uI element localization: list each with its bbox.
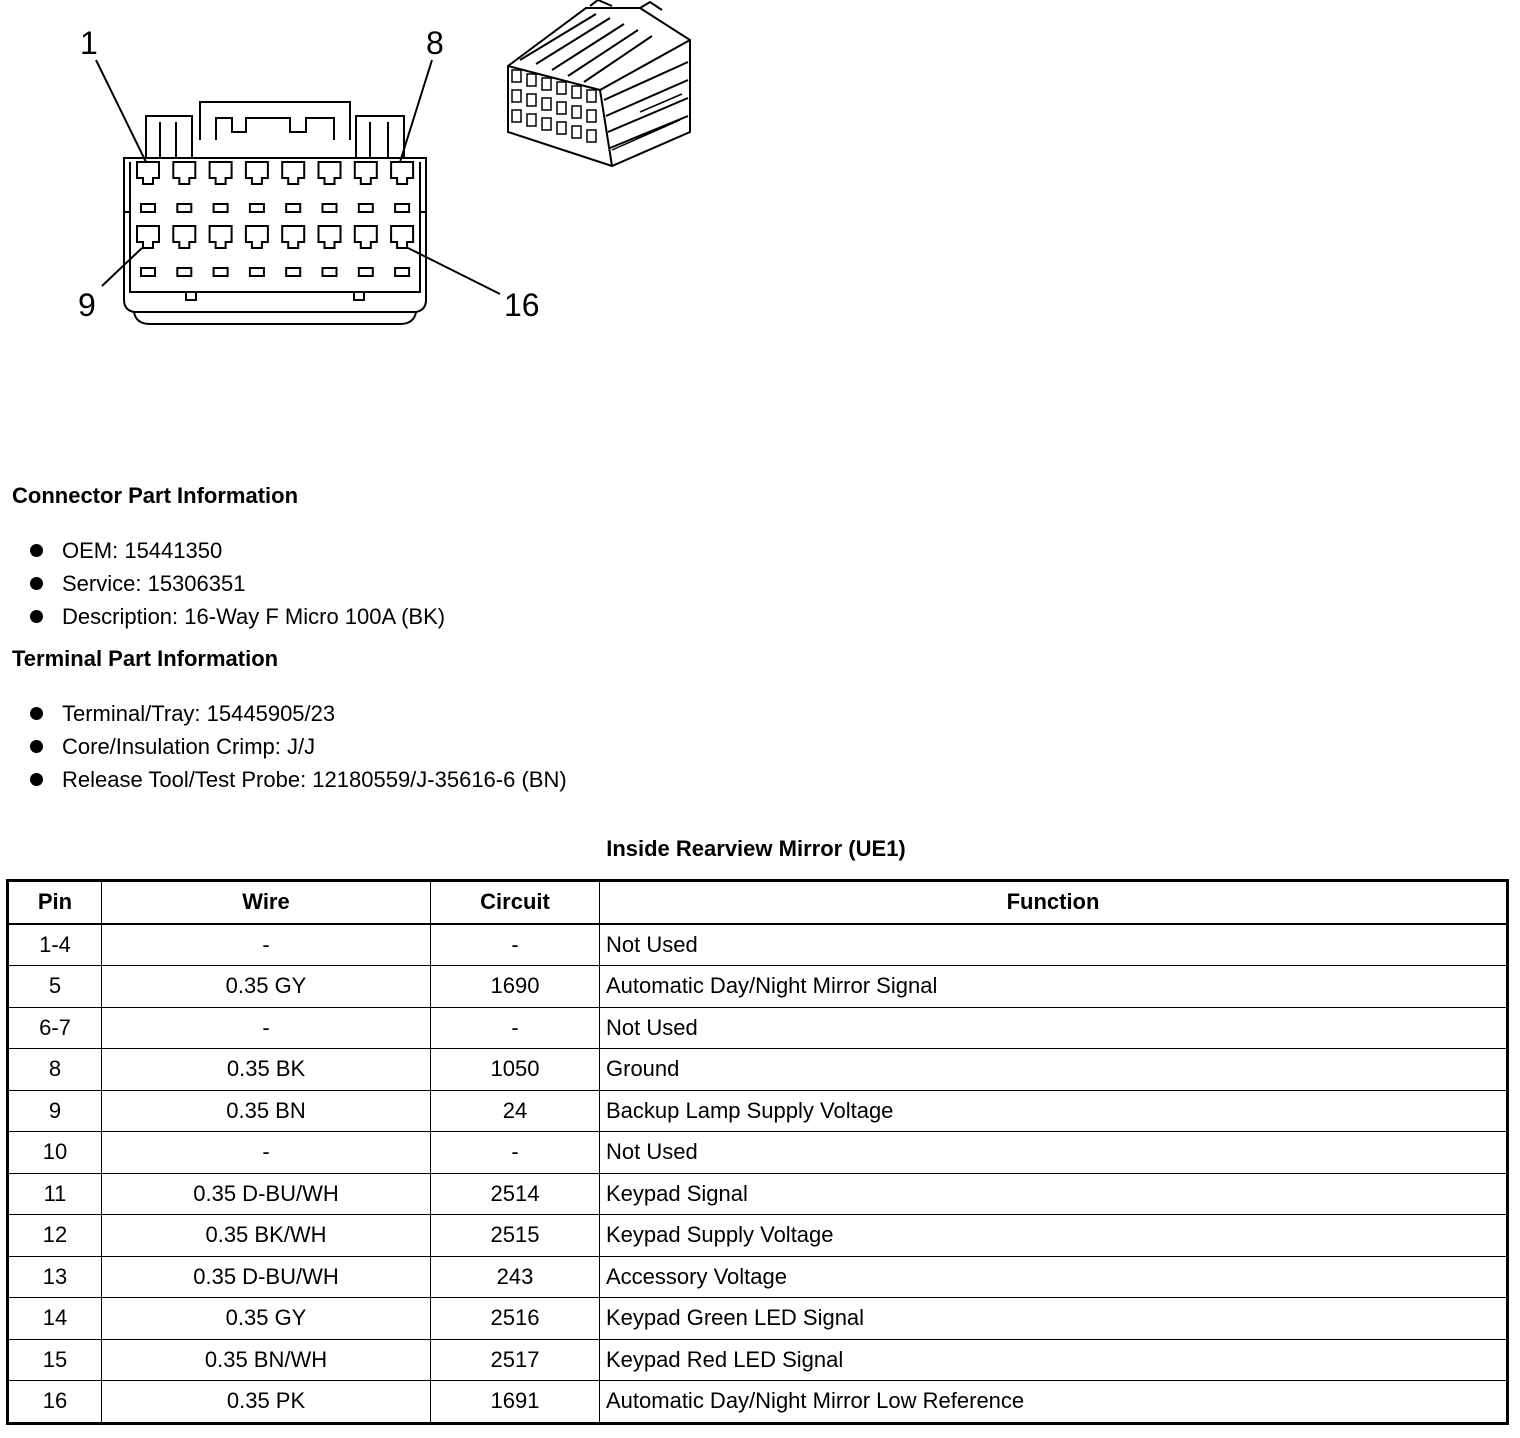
function-cell: Not Used — [600, 1132, 1508, 1174]
cavity-slot — [286, 268, 300, 276]
circuit-cell: 1691 — [431, 1381, 600, 1424]
list-item: OEM: 15441350 — [28, 534, 445, 567]
iso-cavity — [527, 94, 536, 106]
table-title: Inside Rearview Mirror (UE1) — [606, 836, 906, 861]
pin-cell: 5 — [8, 966, 102, 1008]
table-row — [8, 1132, 1508, 1174]
circuit-cell: 2517 — [431, 1339, 600, 1381]
table-row — [8, 924, 1508, 966]
circuit-cell: 24 — [431, 1090, 600, 1132]
wire-cell: 0.35 D-BU/WH — [102, 1173, 431, 1215]
wire-cell: - — [102, 924, 431, 966]
list-item: Description: 16-Way F Micro 100A (BK) — [28, 600, 445, 633]
iso-cavity — [572, 106, 581, 118]
column-header-circuit: Circuit — [431, 881, 600, 924]
circuit-cell: - — [431, 1132, 600, 1174]
wire-cell: - — [102, 1007, 431, 1049]
circuit-cell: 2514 — [431, 1173, 600, 1215]
pin-cavity — [246, 162, 268, 184]
isometric-cavities — [512, 70, 596, 142]
wire-cell: 0.35 BK — [102, 1049, 431, 1091]
iso-cavity — [512, 70, 521, 82]
circuit-cell: 1690 — [431, 966, 600, 1008]
table-row — [8, 1215, 1508, 1257]
cavity-slot — [177, 204, 191, 212]
table-row — [8, 1173, 1508, 1215]
iso-cavity — [572, 86, 581, 98]
pin-cell: 10 — [8, 1132, 102, 1174]
circuit-cell: - — [431, 924, 600, 966]
column-header-wire: Wire — [102, 881, 431, 924]
pin-cavity — [210, 162, 232, 184]
bullet-icon — [30, 577, 43, 590]
list-item: Service: 15306351 — [28, 567, 445, 600]
pin-cavity — [282, 226, 304, 248]
wire-cell: 0.35 D-BU/WH — [102, 1256, 431, 1298]
table-row — [8, 1007, 1508, 1049]
iso-cavity — [527, 74, 536, 86]
iso-cavity — [512, 110, 521, 122]
bullet-icon — [30, 740, 43, 753]
function-cell: Not Used — [600, 1007, 1508, 1049]
pin-cell: 12 — [8, 1215, 102, 1257]
wire-cell: 0.35 GY — [102, 1298, 431, 1340]
function-cell: Keypad Signal — [600, 1173, 1508, 1215]
pin-cavity — [246, 226, 268, 248]
iso-cavity — [557, 82, 566, 94]
connector-info-heading: Connector Part Information — [12, 483, 299, 508]
circuit-cell: 243 — [431, 1256, 600, 1298]
pin-cavity — [391, 162, 413, 184]
cavity-slot — [141, 268, 155, 276]
iso-cavity — [587, 110, 596, 122]
wire-cell: 0.35 PK — [102, 1381, 431, 1424]
iso-cavity — [542, 118, 551, 130]
terminal-info-list — [28, 697, 567, 796]
column-header-function: Function — [600, 881, 1508, 924]
list-item: Terminal/Tray: 15445905/23 — [28, 697, 567, 730]
function-cell: Keypad Green LED Signal — [600, 1298, 1508, 1340]
function-cell: Backup Lamp Supply Voltage — [600, 1090, 1508, 1132]
table-body — [8, 924, 1508, 1424]
wire-cell: 0.35 BN/WH — [102, 1339, 431, 1381]
cavity-slot — [214, 204, 228, 212]
pinout-table — [6, 879, 1509, 1425]
table-row — [8, 1256, 1508, 1298]
table-row — [8, 1381, 1508, 1424]
iso-cavity — [542, 78, 551, 90]
cavity-slot — [250, 268, 264, 276]
pin-label-8: 8 — [426, 25, 444, 61]
pin-cavity — [173, 162, 195, 184]
connector-face-view — [124, 102, 426, 324]
function-cell: Ground — [600, 1049, 1508, 1091]
function-cell: Keypad Red LED Signal — [600, 1339, 1508, 1381]
pin-cavity — [137, 226, 159, 248]
pin-cavities — [137, 162, 413, 276]
function-cell: Keypad Supply Voltage — [600, 1215, 1508, 1257]
pin-cell: 14 — [8, 1298, 102, 1340]
cavity-slot — [323, 268, 337, 276]
connector-info-list — [28, 534, 445, 633]
wire-cell: 0.35 BK/WH — [102, 1215, 431, 1257]
bullet-icon — [30, 707, 43, 720]
pin-cavity — [355, 162, 377, 184]
pin-cell: 16 — [8, 1381, 102, 1424]
pin-cavity — [282, 162, 304, 184]
cavity-slot — [359, 204, 373, 212]
iso-cavity — [587, 90, 596, 102]
wire-cell: 0.35 GY — [102, 966, 431, 1008]
pin-label-16: 16 — [504, 287, 540, 323]
pin-cell: 6-7 — [8, 1007, 102, 1049]
table-row — [8, 1298, 1508, 1340]
pin-cell: 9 — [8, 1090, 102, 1132]
cavity-slot — [395, 204, 409, 212]
cavity-slot — [250, 204, 264, 212]
function-cell: Not Used — [600, 924, 1508, 966]
iso-cavity — [512, 90, 521, 102]
pin-cell: 1-4 — [8, 924, 102, 966]
pin-cavity — [355, 226, 377, 248]
cavity-slot — [214, 268, 228, 276]
table-row — [8, 1090, 1508, 1132]
bullet-icon — [30, 610, 43, 623]
cavity-slot — [395, 268, 409, 276]
bullet-icon — [30, 544, 43, 557]
wire-cell: 0.35 BN — [102, 1090, 431, 1132]
table-row — [8, 1339, 1508, 1381]
function-cell: Accessory Voltage — [600, 1256, 1508, 1298]
circuit-cell: 2515 — [431, 1215, 600, 1257]
table-header-row — [8, 881, 1508, 924]
iso-cavity — [527, 114, 536, 126]
cavity-slot — [323, 204, 337, 212]
cavity-slot — [177, 268, 191, 276]
iso-cavity — [557, 102, 566, 114]
connector-diagram — [0, 0, 720, 340]
pin-cell: 8 — [8, 1049, 102, 1091]
pin-label-1: 1 — [80, 25, 98, 61]
iso-cavity — [587, 130, 596, 142]
table-row — [8, 966, 1508, 1008]
pin-label-9: 9 — [78, 287, 96, 323]
cavity-slot — [359, 268, 373, 276]
pin-cavity — [319, 162, 341, 184]
terminal-info-heading: Terminal Part Information — [12, 646, 279, 671]
list-item: Release Tool/Test Probe: 12180559/J-35616-6 (BN) — [28, 763, 567, 796]
function-cell: Automatic Day/Night Mirror Signal — [600, 966, 1508, 1008]
iso-cavity — [557, 122, 566, 134]
pin-cell: 13 — [8, 1256, 102, 1298]
bullet-icon — [30, 773, 43, 786]
list-item: Core/Insulation Crimp: J/J — [28, 730, 567, 763]
pin-cavity — [319, 226, 341, 248]
pin-cell: 15 — [8, 1339, 102, 1381]
iso-cavity — [572, 126, 581, 138]
pin-cell: 11 — [8, 1173, 102, 1215]
pin-cavity — [391, 226, 413, 248]
circuit-cell: - — [431, 1007, 600, 1049]
cavity-slot — [286, 204, 300, 212]
iso-cavity — [542, 98, 551, 110]
circuit-cell: 1050 — [431, 1049, 600, 1091]
pin-cavity — [173, 226, 195, 248]
pin-cavity — [137, 162, 159, 184]
function-cell: Automatic Day/Night Mirror Low Reference — [600, 1381, 1508, 1424]
circuit-cell: 2516 — [431, 1298, 600, 1340]
wire-cell: - — [102, 1132, 431, 1174]
column-header-pin: Pin — [8, 881, 102, 924]
table-row — [8, 1049, 1508, 1091]
cavity-slot — [141, 204, 155, 212]
pin-cavity — [210, 226, 232, 248]
